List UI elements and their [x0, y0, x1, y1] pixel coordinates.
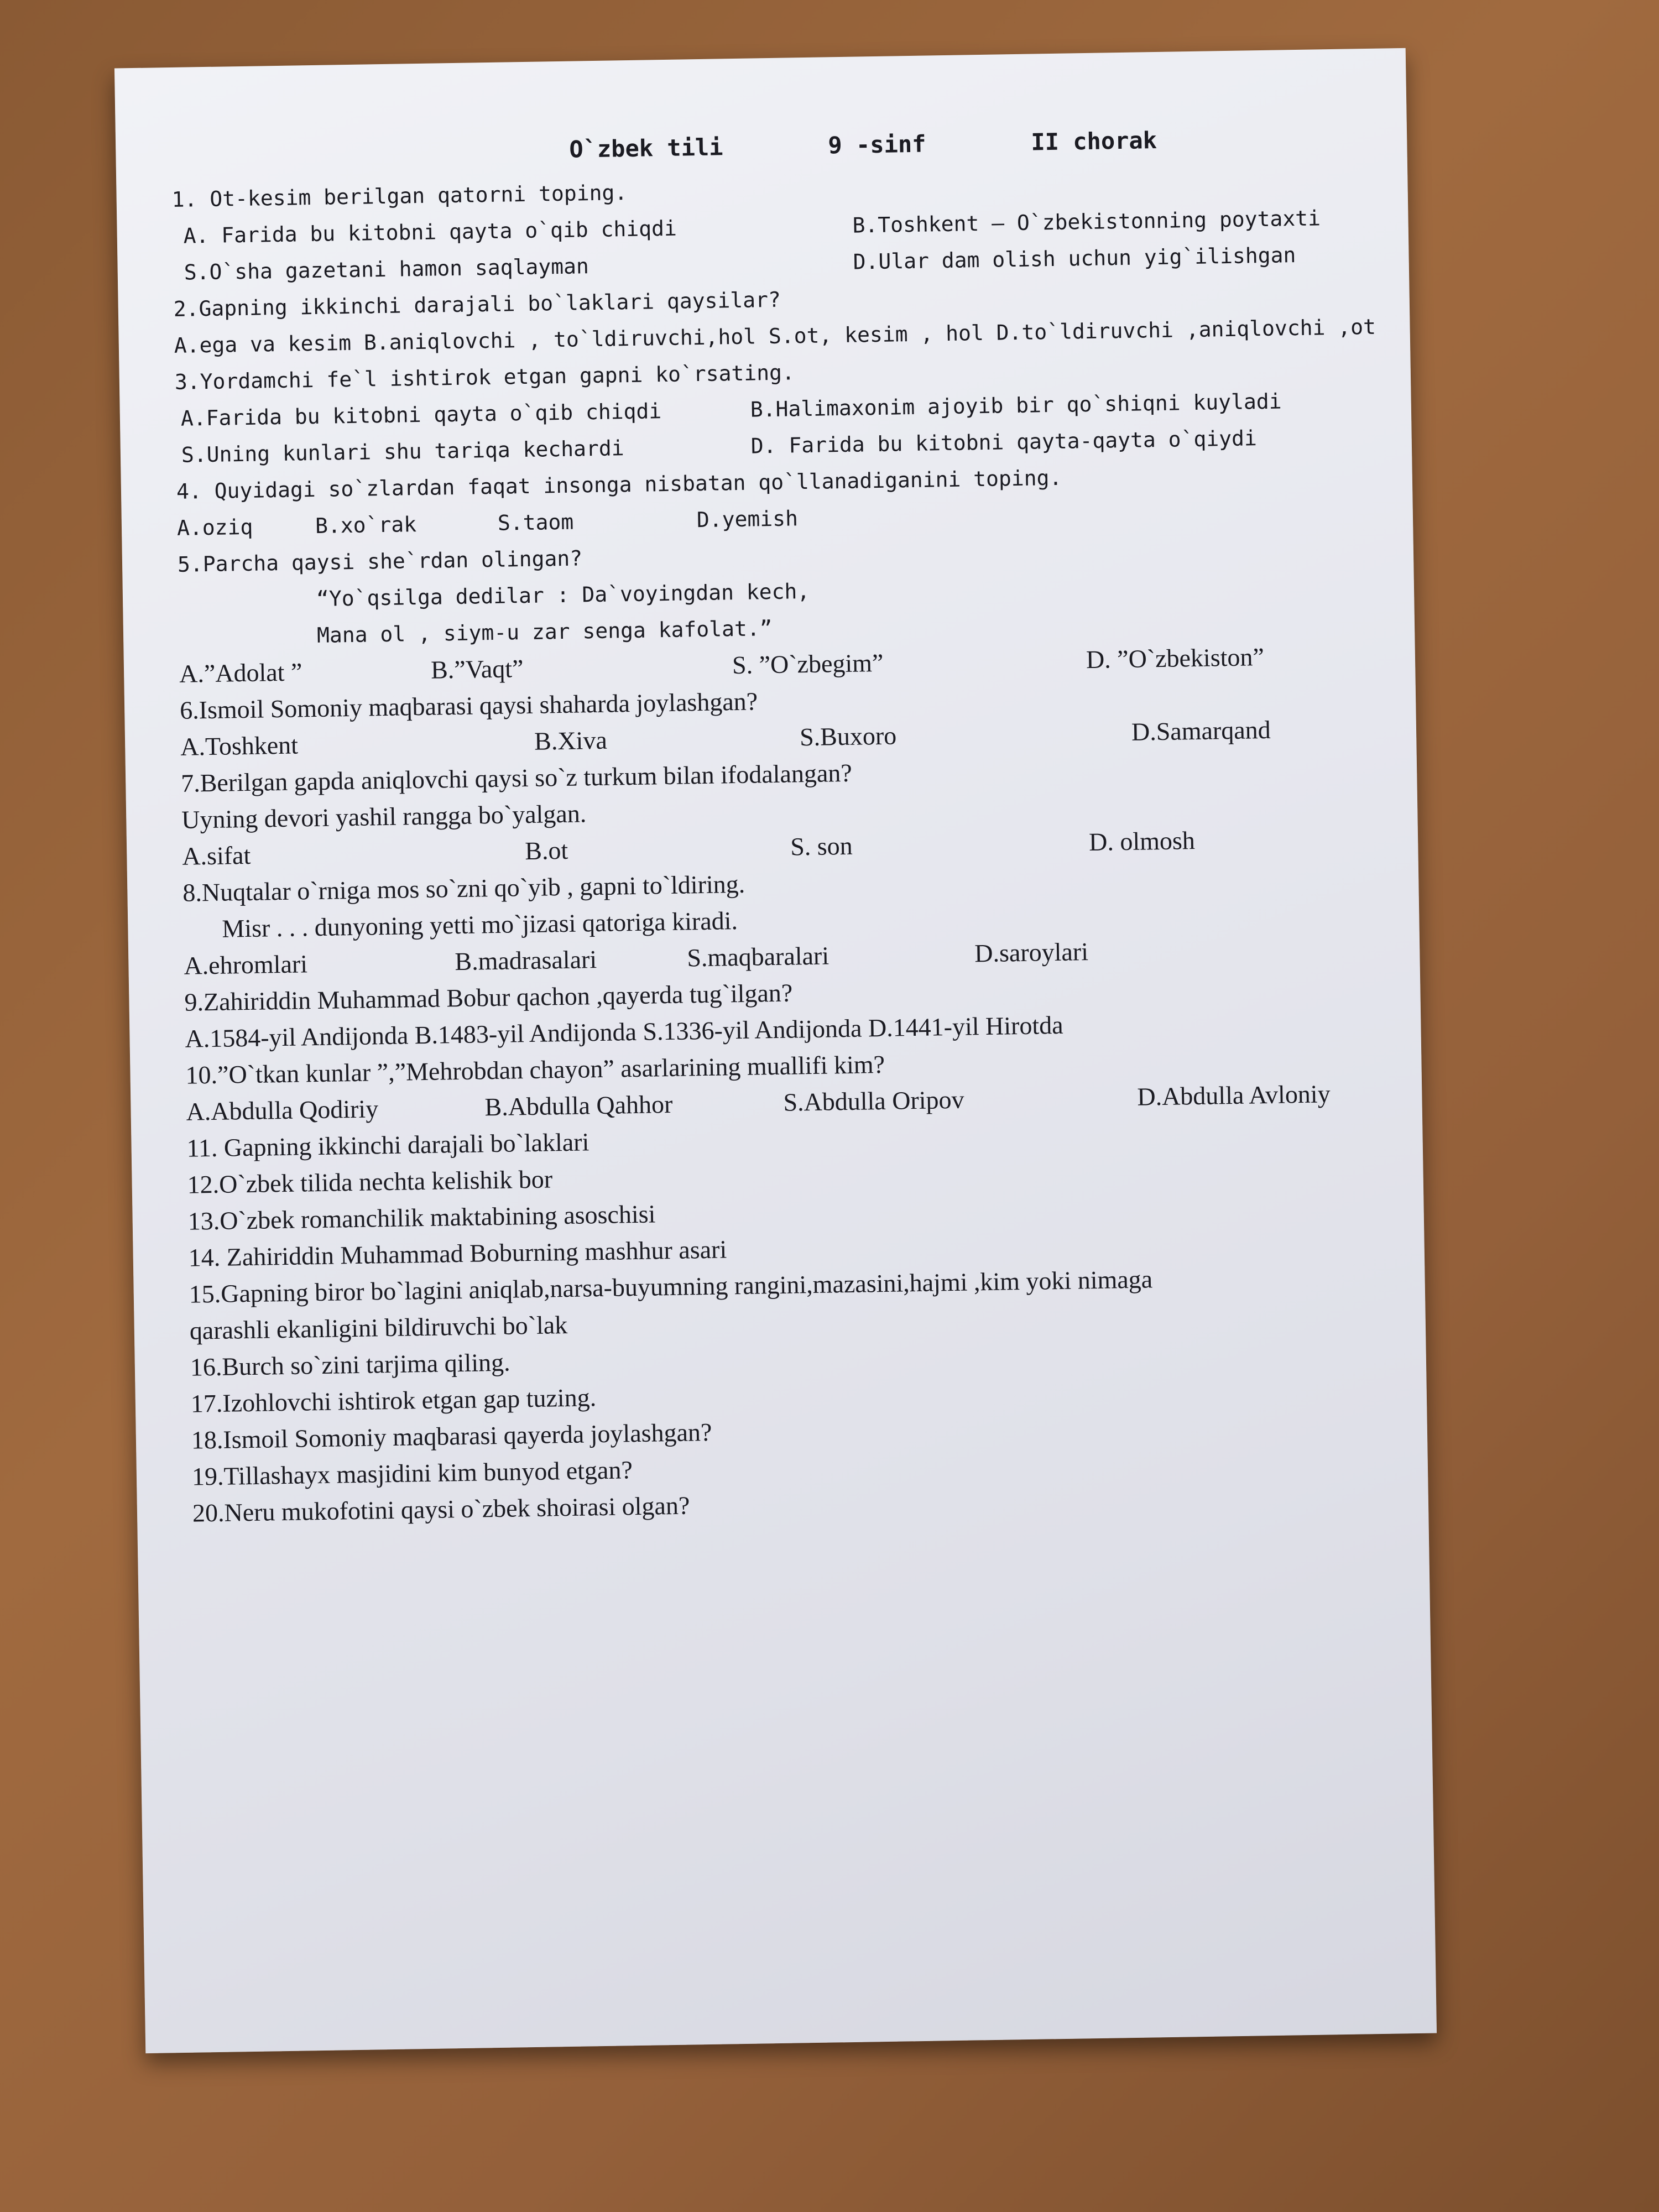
- q5-poem-line1-text: “Yo`qsilga dedilar : Da`voyingdan kech,: [316, 578, 810, 611]
- q10-option-d: D.Abdulla Avloniy: [1136, 1079, 1331, 1111]
- q8-option-d: D.saroylari: [974, 937, 1089, 968]
- question-5-text: 5.Parcha qaysi she`rdan olingan?: [177, 546, 583, 577]
- question-15-text-line2: qarashli ekanligini bildiruvchi bo`lak: [189, 1310, 568, 1345]
- question-18-text: 18.Ismoil Somoniy maqbarasi qayerda joylashgan?: [191, 1417, 712, 1454]
- q3-option-d: D. Farida bu kitobni qayta-qayta o`qiydi: [750, 426, 1258, 458]
- question-19-text: 19.Tillashayx masjidini kim bunyod etgan?: [191, 1455, 633, 1491]
- question-14-text: 14. Zahiriddin Muhammad Boburning mashhur asari: [188, 1235, 727, 1272]
- question-13-text: 13.O`zbek romanchilik maktabining asoschisi: [187, 1199, 656, 1235]
- exam-header: [569, 123, 1388, 163]
- question-12-text: 12.O`zbek tilida nechta kelishik bor: [187, 1165, 553, 1199]
- q10-option-a: A.Abdulla Qodiriy: [186, 1094, 379, 1126]
- q9-options-text: A.1584-yil Andijonda B.1483-yil Andijonda S.1336-yil Andijonda D.1441-yil Hirotda: [185, 1010, 1063, 1053]
- q7-option-a: A.sifat: [181, 841, 251, 870]
- question-15-text-line1: 15.Gapning biror bo`lagini aniqlab,narsa-buyumning rangini,mazasini,hajmi ,kim yoki nimaga: [189, 1265, 1153, 1308]
- q4-option-a: A.oziq: [176, 514, 253, 540]
- exam-paper: [114, 48, 1437, 2053]
- q7-option-d: D. olmosh: [1088, 826, 1196, 857]
- exam-content: [171, 123, 1409, 1531]
- q5-option-d: D. ”O`zbekiston”: [1086, 643, 1265, 674]
- q1-option-s: S.O`sha gazetani hamon saqlayman: [184, 254, 589, 285]
- q8-option-a: A.ehromlari: [184, 950, 308, 980]
- q4-option-s: S.taom: [497, 509, 574, 535]
- q6-option-b: B.Xiva: [534, 726, 608, 755]
- q8-option-s: S.maqbaralari: [686, 941, 830, 972]
- q5-option-s: S. ”O`zbegim”: [732, 648, 884, 680]
- header-subject: O`zbek tili: [568, 133, 723, 163]
- question-6-text: 6.Ismoil Somoniy maqbarasi qaysi shaharda joylashgan?: [179, 687, 758, 724]
- q7-sentence-text: Uyning devori yashil rangga bo`yalgan.: [181, 799, 587, 834]
- question-17-text: 17.Izohlovchi ishtirok etgan gap tuzing.: [190, 1383, 597, 1418]
- q7-option-b: B.ot: [524, 836, 568, 865]
- q6-option-d: D.Samarqand: [1131, 715, 1271, 746]
- question-1-text: 1. Ot-kesim berilgan qatorni toping.: [171, 180, 628, 212]
- question-20-text: 20.Neru mukofotini qaysi o`zbek shoirasi olgan?: [192, 1491, 690, 1527]
- q3-option-s: S.Uning kunlari shu tariqa kechardi: [181, 436, 624, 467]
- question-2-text: 2.Gapning ikkinchi darajali bo`laklari qaysilar?: [173, 287, 781, 321]
- question-8-text: 8.Nuqtalar o`rniga mos so`zni qo`yib , gapni to`ldiring.: [182, 869, 745, 907]
- q8-sentence-text: Misr . . . dunyoning yetti mo`jizasi qatoriga kiradi.: [222, 906, 738, 943]
- header-grade: 9 -sinf: [828, 130, 926, 159]
- question-3-text: 3.Yordamchi fe`l ishtirok etgan gapni ko`rsating.: [174, 360, 795, 394]
- q1-option-b: B.Toshkent – O`zbekistonning poytaxti: [852, 206, 1321, 238]
- header-term: II chorak: [1031, 126, 1157, 156]
- q1-option-a: A. Farida bu kitobni qayta o`qib chiqdi: [183, 216, 677, 248]
- q7-option-s: S. son: [790, 831, 853, 861]
- question-10-text: 10.”O`tkan kunlar ”,”Mehrobdan chayon” asarlarining muallifi kim?: [185, 1050, 885, 1089]
- q6-option-a: A.Toshkent: [180, 731, 299, 761]
- q1-option-d: D.Ular dam olish uchun yig`ilishgan: [853, 243, 1296, 274]
- q10-option-s: S.Abdulla Oripov: [783, 1085, 964, 1117]
- q4-option-b: B.xo`rak: [315, 512, 417, 538]
- q6-option-s: S.Buxoro: [799, 721, 897, 752]
- q5-poem-line2-text: Mana ol , siym-u zar senga kafolat.”: [316, 616, 773, 648]
- question-9-text: 9.Zahiriddin Muhammad Bobur qachon ,qayerda tug`ilgan?: [184, 978, 793, 1016]
- q2-options-text: A.ega va kesim B.aniqlovchi , to`ldiruvchi,hol S.ot, kesim , hol D.to`ldiruvchi ,aniqlovchi ,ot: [174, 314, 1376, 358]
- q10-option-b: B.Abdulla Qahhor: [484, 1089, 673, 1121]
- question-7-text: 7.Berilgan gapda aniqlovchi qaysi so`z turkum bilan ifodalangan?: [180, 758, 853, 797]
- q5-option-a: A.”Adolat ”: [179, 658, 302, 688]
- q4-option-d: D.yemish: [696, 506, 799, 533]
- q3-option-b: B.Halimaxonim ajoyib bir qo`shiqni kuyladi: [750, 389, 1282, 422]
- q3-option-a: A.Farida bu kitobni qayta o`qib chiqdi: [180, 399, 662, 431]
- q5-option-b: B.”Vaqt”: [430, 654, 524, 684]
- question-11-text: 11. Gapning ikkinchi darajali bo`laklari: [186, 1128, 589, 1162]
- question-4-text: 4. Quyidagi so`zlardan faqat insonga nisbatan qo`llanadiganini toping.: [176, 465, 1062, 504]
- q8-option-b: B.madrasalari: [454, 945, 597, 976]
- question-16-text: 16.Burch so`zini tarjima qiling.: [190, 1348, 510, 1381]
